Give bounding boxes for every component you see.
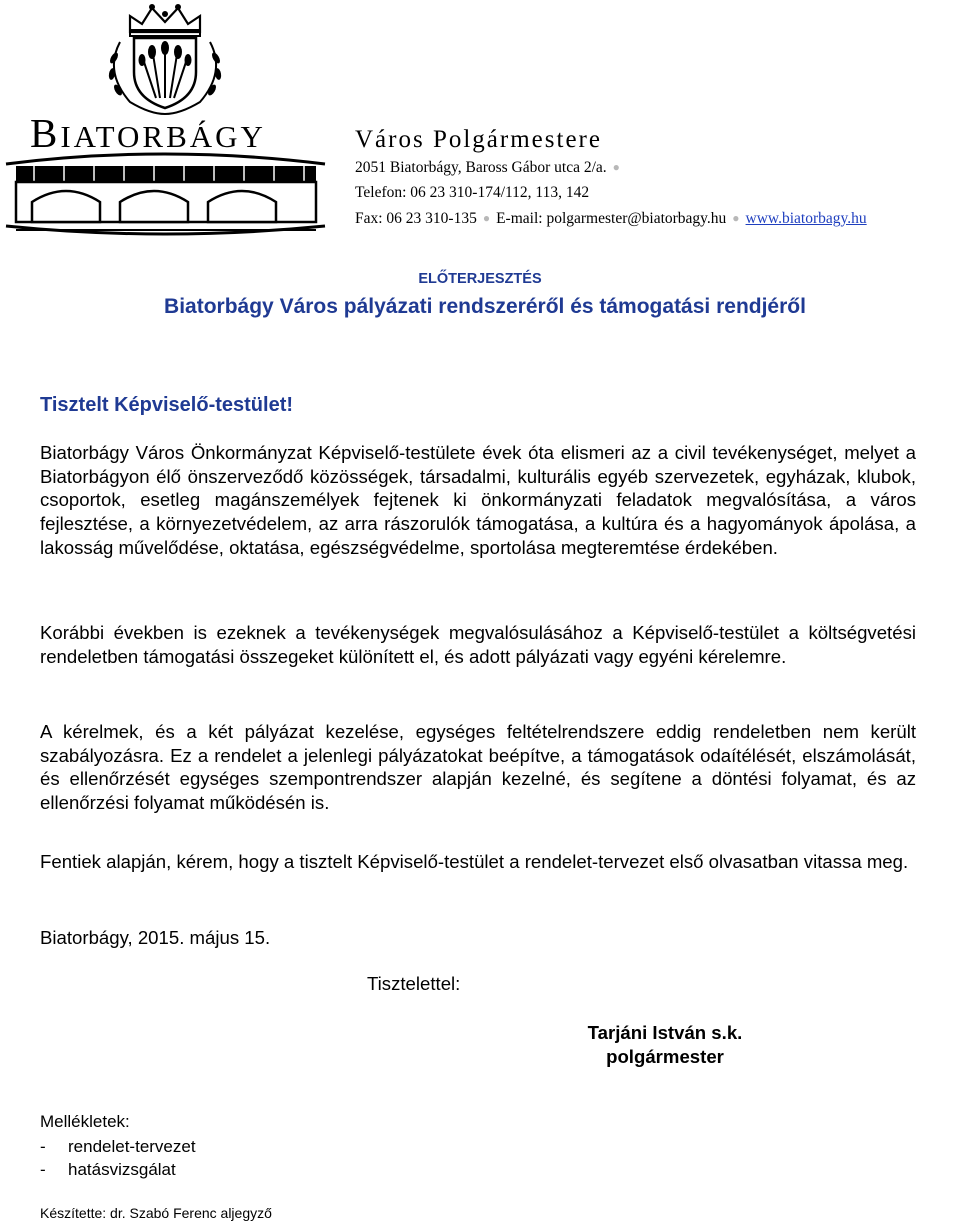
- address-line: [355, 160, 626, 176]
- list-dash: -: [40, 1160, 46, 1179]
- contact-line: [355, 211, 867, 227]
- body-paragraph: Biatorbágy Város Önkormányzat Képviselő-testülete évek óta elismeri az a civil tevékenységet, melyet a Biatorbágyon élő önszerveződő közösségek, társadalmi, kulturális egyéb szervezetek, egyházak, klubok, csoportok, esetleg magánszemélyek fejtenek ki önkormányzati feladatok megvalósítása, a város fejlesztése, a környezetvédelem, az arra rászorulók támogatása, a kultúra és a hagyományok ápolása, a lakosság művelődése, oktatása, egészségvédelme, sportolása megteremtése érdekében.: [40, 442, 916, 558]
- town-wordmark: BIATORBÁGY: [30, 110, 266, 156]
- viaduct-emblem: [4, 150, 327, 242]
- prepared-by: Készítette: dr. Szabó Ferenc aljegyző: [40, 1205, 272, 1221]
- phone-line: [355, 185, 589, 201]
- coat-of-arms-logo: [90, 2, 240, 120]
- attachments-title: Mellékletek:: [40, 1112, 130, 1131]
- signer-title: polgármester: [606, 1045, 724, 1067]
- bullet-separator: ●: [732, 211, 740, 225]
- list-item: [40, 1158, 196, 1181]
- attachment-label: rendelet-tervezet: [68, 1137, 196, 1156]
- closing-greeting: Tisztelettel:: [367, 973, 461, 994]
- signer-name: Tarjáni István s.k.: [587, 1022, 743, 1043]
- website-link[interactable]: www.biatorbagy.hu: [745, 210, 867, 227]
- email-address[interactable]: E-mail: polgarmester@biatorbagy.hu: [496, 210, 727, 227]
- salutation: Tisztelt Képviselő-testület!: [40, 394, 294, 416]
- fax-number: Fax: 06 23 310-135: [355, 210, 477, 227]
- document-subject: Biatorbágy Város pályázati rendszeréről és támogatási rendjéről: [164, 295, 806, 318]
- list-item: [40, 1135, 196, 1158]
- phone-numbers: Telefon: 06 23 310-174/112, 113, 142: [355, 184, 590, 201]
- signature-block: [560, 1021, 770, 1068]
- body-paragraph: Korábbi években is ezeknek a tevékenységek megvalósulásához a Képviselő-testület a költségvetési rendeletben támogatási összegeket különített el, és adott pályázati vagy egyéni kérelemre.: [40, 622, 916, 667]
- postal-address: 2051 Biatorbágy, Baross Gábor utca 2/a.: [355, 159, 607, 176]
- attachments-list: [40, 1135, 196, 1181]
- body-paragraph: Fentiek alapján, kérem, hogy a tisztelt Képviselő-testület a rendelet-tervezet első olvasatban vitassa meg.: [40, 851, 909, 872]
- body-paragraph: A kérelmek, és a két pályázat kezelése, egységes feltételrendszere eddig rendeletben nem került szabályozásra. Ez a rendelet a jelenlegi pályázatokat beépítve, a támogatások odaítélését, elszámolását, és ellenőrzését egységes szempontrendszer alapján kezelné, és segítene a döntési folyamat, és az ellenőrzési folyamat működésén is.: [40, 721, 916, 814]
- date-line: Biatorbágy, 2015. május 15.: [40, 927, 271, 948]
- office-title: Város Polgármestere: [355, 126, 602, 153]
- bullet-separator: ●: [612, 160, 620, 174]
- document-kind: ELŐTERJESZTÉS: [418, 271, 542, 287]
- bullet-separator: ●: [482, 211, 491, 225]
- attachment-label: hatásvizsgálat: [68, 1160, 176, 1179]
- list-dash: -: [40, 1137, 46, 1156]
